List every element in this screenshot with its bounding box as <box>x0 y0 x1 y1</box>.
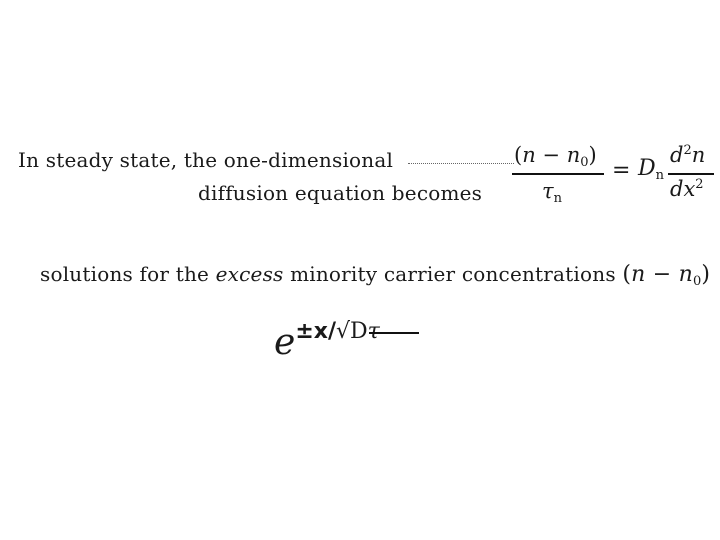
intro-text: In steady state, the one-dimensional <box>18 148 394 172</box>
rhs-fraction-bar <box>668 173 714 175</box>
excess-concentration-math: $(n - n_0)$ <box>622 262 711 289</box>
rhs-fraction <box>666 143 716 203</box>
equals-sign: = <box>612 158 631 183</box>
exponential-solution: e±x/√D <box>274 322 380 363</box>
diffusion-coefficient: $D_n$ <box>638 156 665 183</box>
intro-text-continued: diffusion equation becomes <box>198 181 483 205</box>
rhs-numerator: $d^2n$ <box>670 143 706 167</box>
lhs-numerator: $(n - n_0)$ <box>514 143 597 170</box>
dotted-leader <box>408 163 514 164</box>
solutions-text: solutions for the excess minority carrier concentrations $(n - n_0)$ <box>40 262 711 289</box>
rhs-denominator: $dx^2$ <box>670 177 704 201</box>
exponent: ±x/√D <box>295 319 368 344</box>
lhs-fraction <box>510 143 606 206</box>
lhs-denominator: $\tau_n$ <box>542 179 562 206</box>
lhs-fraction-bar <box>512 173 604 175</box>
sqrt-overline <box>369 332 419 334</box>
